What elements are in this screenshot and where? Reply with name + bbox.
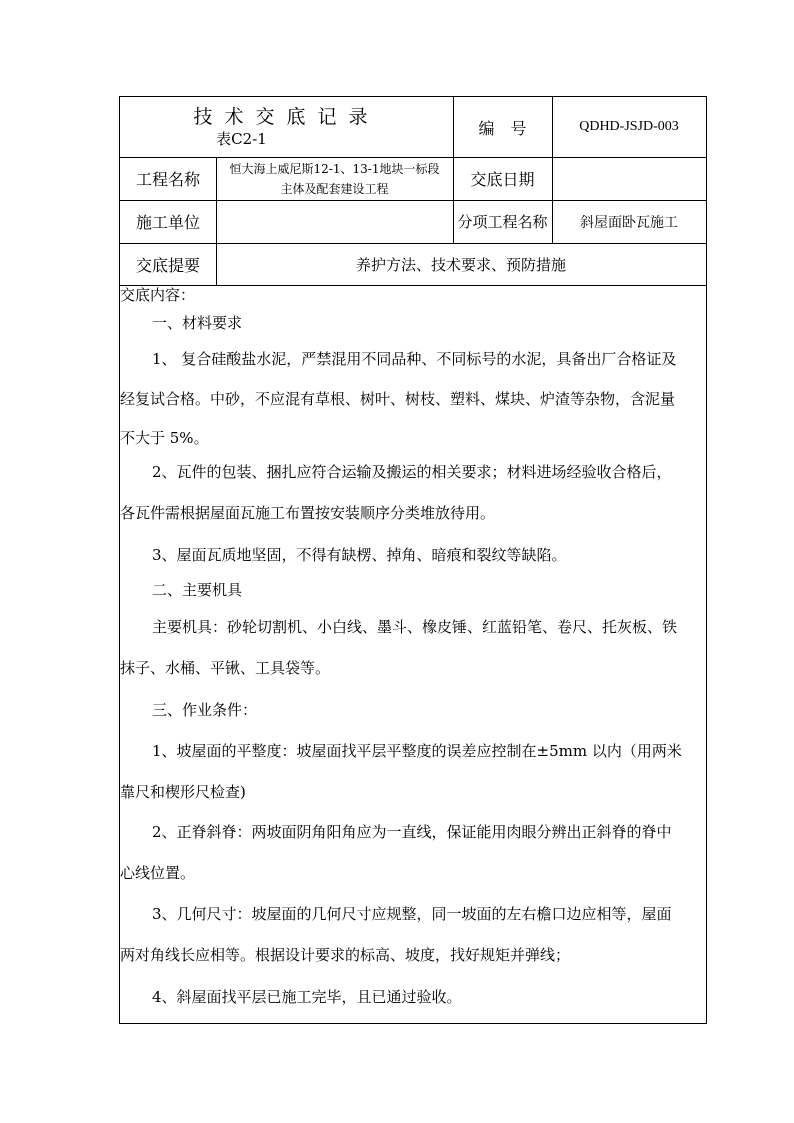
subitem-name-label: 分项工程名称 [457,213,548,231]
conditions-item-3-line2: 两对角线长应相等。根据设计要求的标高、坡度，找好规矩并弹线； [120,946,571,964]
section-tools-title: 二、主要机具 [152,581,243,599]
conditions-item-4: 4、斜屋面找平层已施工完毕，且已通过验收。 [152,988,462,1006]
project-name-value [216,157,453,200]
disclosure-date-label: 交底日期 [470,170,535,189]
conditions-item-1-line1: 1、坡屋面的平整度：坡屋面找平层平整度的误差应控制在±5mm 以内（用两米 [152,742,682,760]
form-title: 技术交底记录 [193,106,380,128]
materials-item-2-line2: 各瓦件需根据屋面瓦施工布置按安装顺序分类堆放待用。 [120,504,496,522]
materials-item-3: 3、屋面瓦质地坚固，不得有缺楞、掉角、暗痕和裂纹等缺陷。 [152,546,567,564]
materials-item-1-line1: 1、 复合硅酸盐水泥，严禁混用不同品种、不同标号的水泥，具备出厂合格证及 [152,350,677,368]
conditions-item-1-line2: 靠尺和楔形尺检查) [120,783,246,801]
disclosure-date-value [552,157,706,200]
conditions-item-3-line1: 3、几何尺寸：坡屋面的几何尺寸应规整，同一坡面的左右檐口边应相等，屋面 [152,905,672,923]
content-heading: 交底内容： [120,286,196,304]
form-title-block [120,97,453,157]
technical-disclosure-form [119,96,707,1024]
project-name-line2: 主体及配套建设工程 [280,181,389,196]
tools-line1: 主要机具：砂轮切割机、小白线、墨斗、橡皮锤、红蓝铅笔、卷尺、托灰板、铁 [152,618,678,636]
summary-value: 养护方法、技术要求、预防措施 [355,255,566,274]
section-conditions-title: 三、作业条件： [152,701,258,719]
project-name-line1: 恒大海上威尼斯12-1、13-1地块一标段 [229,161,440,176]
summary-label: 交底提要 [135,255,200,275]
construction-unit-label: 施工单位 [135,213,200,232]
conditions-item-2-line1: 2、正脊斜脊：两坡面阴角阳角应为一直线，保证能用肉眼分辨出正斜脊的脊中 [152,823,672,841]
tools-line2: 抹子、水桶、平锹、工具袋等。 [120,659,331,677]
section-materials-title: 一、材料要求 [152,314,243,332]
conditions-item-2-line2: 心线位置。 [120,864,196,882]
project-name-label: 工程名称 [135,170,200,189]
number-value: QDHD-JSJD-003 [579,119,679,134]
materials-item-1-line2: 经复试合格。中砂，不应混有草根、树叶、树枝、塑料、煤块、炉渣等杂物，含泥量 [120,390,676,408]
construction-unit-value [216,200,453,243]
materials-item-1-line3: 不大于 5%。 [120,429,209,447]
subitem-name-value: 斜屋面卧瓦施工 [580,214,678,231]
number-label: 编 号 [478,118,527,138]
materials-item-2-line1: 2、瓦件的包装、捆扎应符合运输及搬运的相关要求；材料进场经验收合格后， [152,463,672,481]
form-subtitle: 表C2-1 [216,130,267,148]
